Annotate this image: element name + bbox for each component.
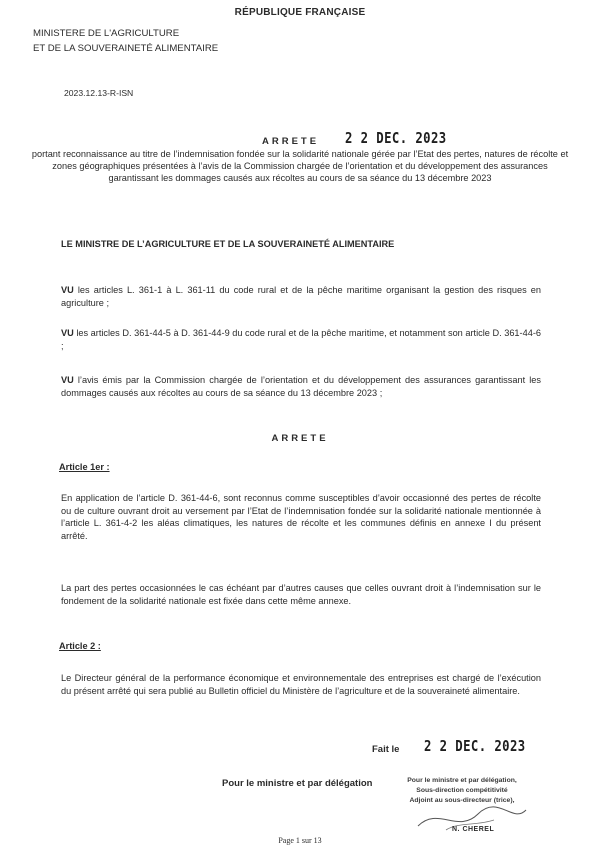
visa-3	[61, 374, 541, 399]
visa-1	[61, 284, 541, 309]
date-stamp-bottom: 2 2 DEC. 2023	[424, 737, 526, 755]
article-1-paragraph-2: La part des pertes occasionnées le cas échéant par d’autres causes que celles ouvrant droit à l’indemnisation sur le fondement de la solidarité nationale est fixée dans cette même annexe.	[61, 583, 541, 606]
visa-text: les articles D. 361-44-5 à D. 361-44-9 du code rural et de la pêche maritime, et notamment son article D. 361-44-6 ;	[61, 328, 541, 351]
fait-le-label: Fait le	[372, 744, 400, 755]
visa-2	[61, 327, 541, 352]
visa-label: VU	[61, 285, 74, 295]
ministry-line-2: ET DE LA SOUVERAINETÉ ALIMENTAIRE	[33, 42, 219, 54]
date-stamp-top: 2 2 DEC. 2023	[345, 129, 447, 147]
article-2-paragraph-1: Le Directeur général de la performance économique et environnementale des entreprises est chargé de l’exécution du présent arrêté qui sera publié au Bulletin officiel du Ministère de l’agriculture et de la souveraineté alimentaire.	[61, 673, 541, 696]
signatory-name: N. CHEREL	[452, 826, 495, 833]
arrete-title: ARRETE	[262, 136, 320, 147]
signature-stamp-line-1: Pour le ministre et par délégation,	[407, 777, 517, 784]
signature-stamp-line-2: Sous-direction compétitivité	[416, 787, 508, 794]
republic-heading: RÉPUBLIQUE FRANÇAISE	[234, 7, 366, 18]
visa-label: VU	[61, 328, 74, 338]
article-2-title: Article 2 :	[59, 641, 101, 651]
visa-text: l’avis émis par la Commission chargée de l’orientation et du développement des assurances garantissant les dommages causés aux récoltes au cours de sa séance du 13 décembre 2023 ;	[61, 375, 541, 398]
signature-stamp-line-3: Adjoint au sous-directeur (trice),	[409, 797, 515, 804]
minister-heading: LE MINISTRE DE L’AGRICULTURE ET DE LA SOUVERAINETÉ ALIMENTAIRE	[61, 239, 395, 249]
page-number: Page 1 sur 13	[278, 836, 322, 845]
delegation-line: Pour le ministre et par délégation	[222, 778, 373, 789]
ministry-name	[33, 27, 218, 56]
arrete-subtitle: portant reconnaissance au titre de l’indemnisation fondée sur la solidarité nationale gérée par l’Etat des pertes, natures de récolte et zones géographiques présentées à l’avis de la Commission chargée de l’orientation et du développement des assurances garantissant les dommages causés aux récoltes au cours de sa séance du 13 décembre 2023	[31, 149, 569, 183]
document-reference: 2023.12.13-R-ISN	[64, 88, 134, 98]
arrete-heading: ARRETE	[271, 433, 329, 444]
article-1-title: Article 1er :	[59, 462, 110, 472]
visa-label: VU	[61, 375, 74, 385]
article-1-paragraph-1: En application de l’article D. 361-44-6, sont reconnus comme susceptibles d’avoir occasionné des pertes de récolte ou de culture ouvrant droit au versement par l’Etat de l’indemnisation fondée sur la solidarité nationale mentionnée à l’article L. 361-4-2 les aléas climatiques, les natures de récolte et les communes définis en annexe I du présent arrêté.	[61, 493, 541, 541]
visa-text: les articles L. 361-1 à L. 361-11 du code rural et de la pêche maritime organisant la gestion des risques en agriculture ;	[61, 285, 541, 308]
ministry-line-1: MINISTERE DE L'AGRICULTURE	[33, 28, 180, 39]
